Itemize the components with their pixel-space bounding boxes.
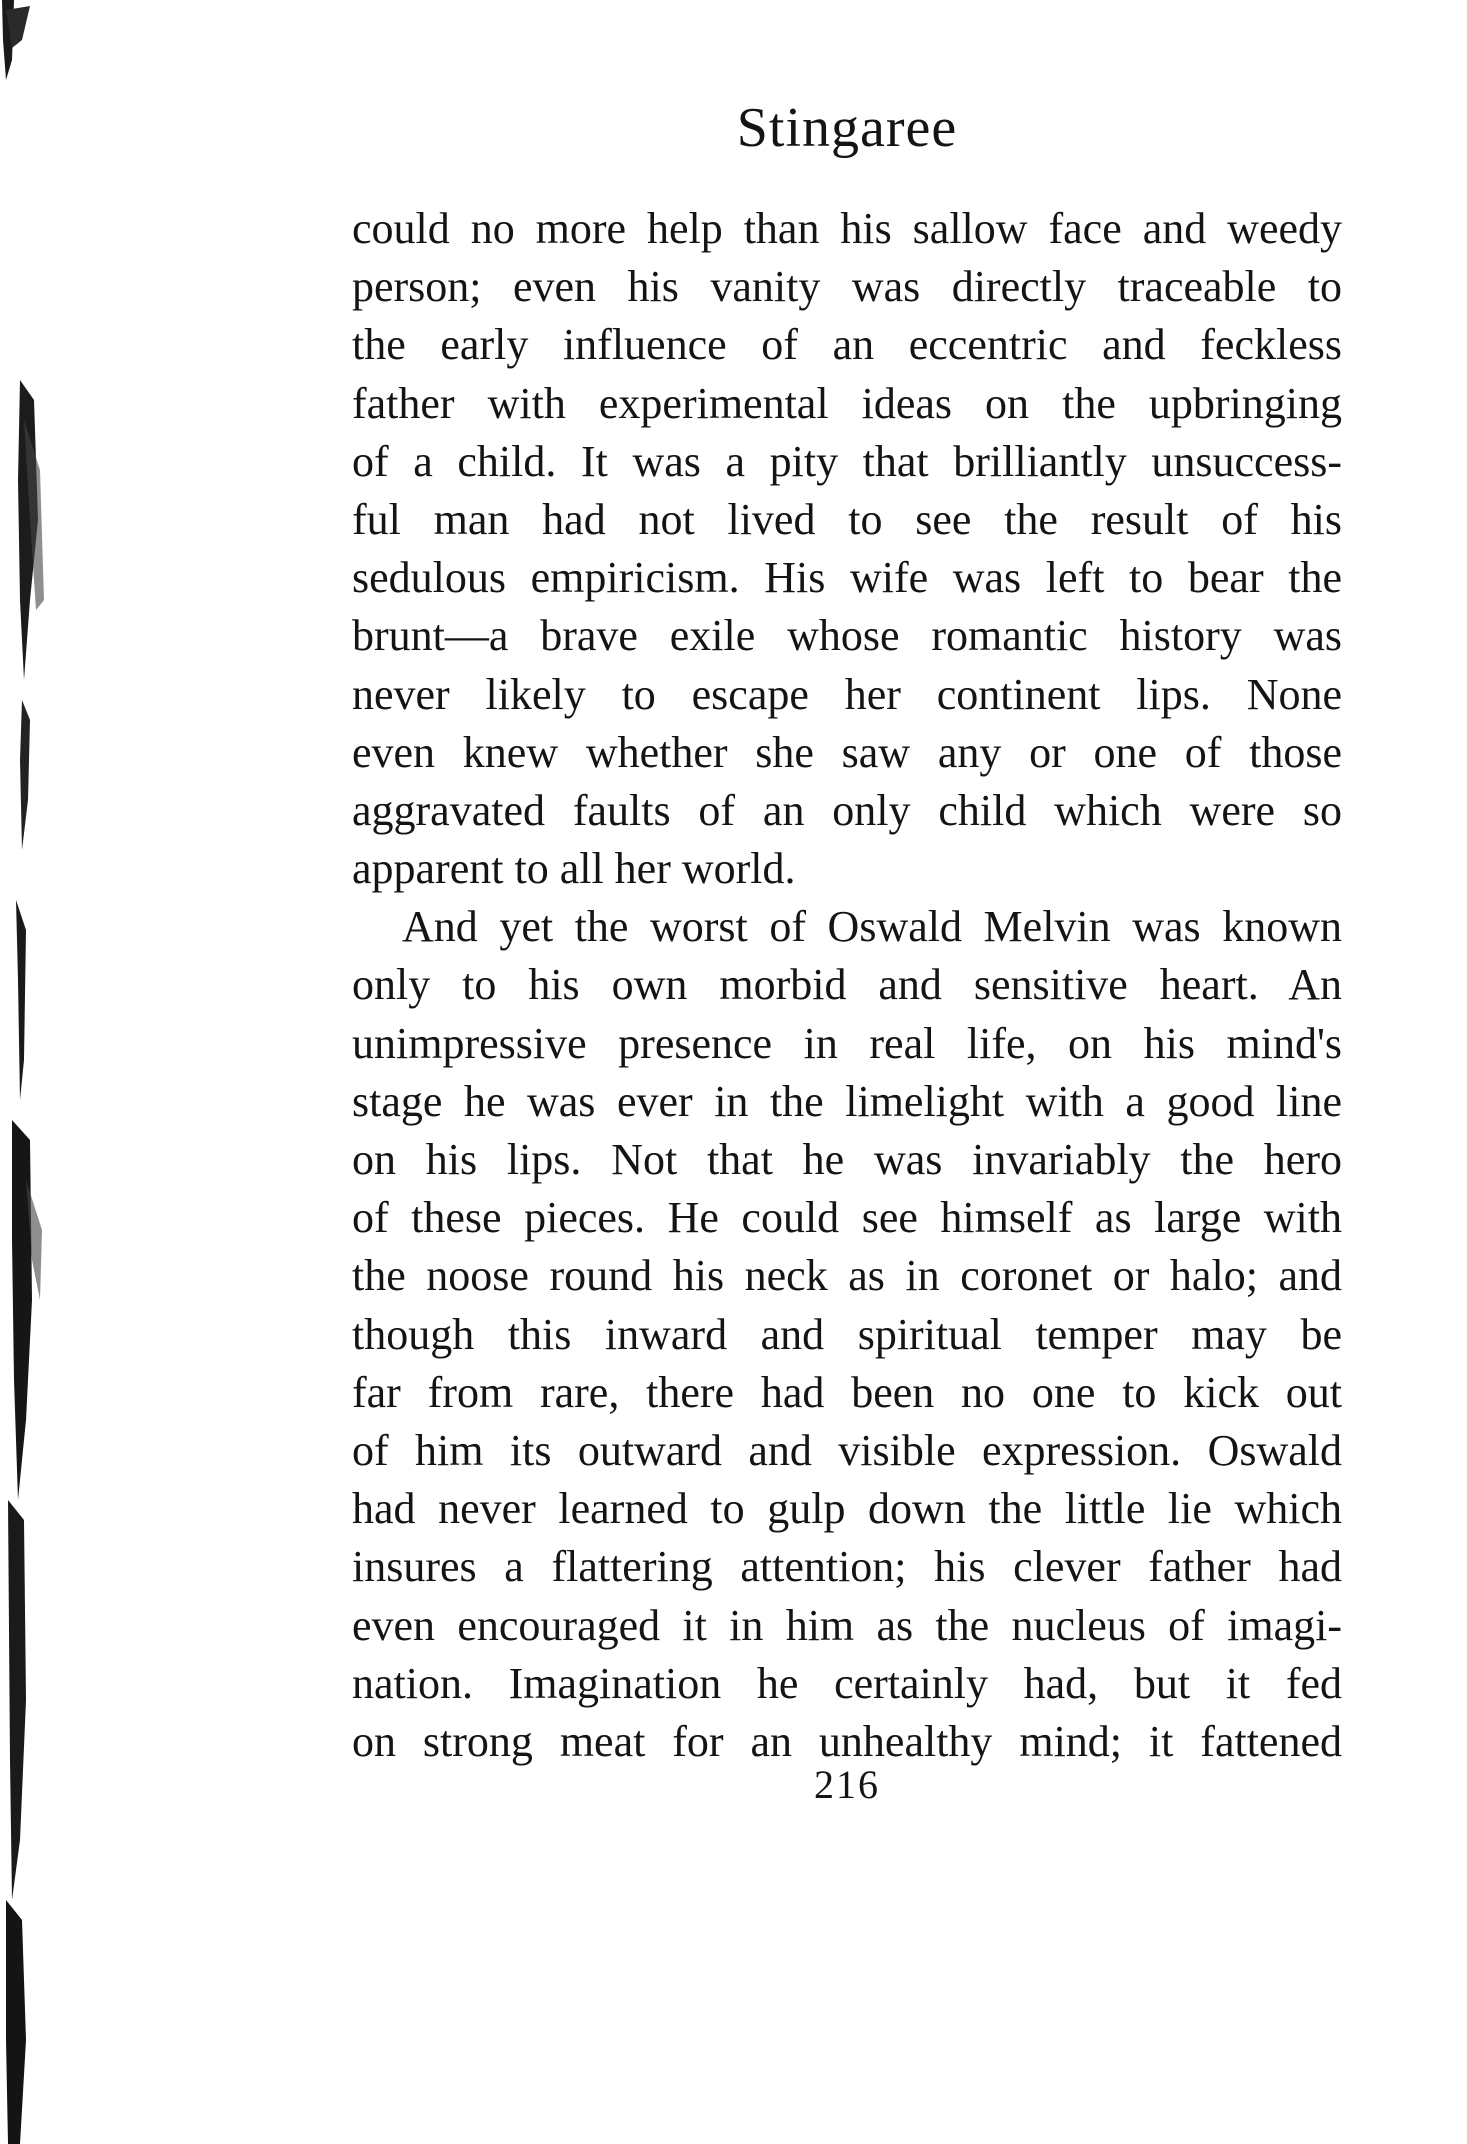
text-line: nation. Imagination he certainly had, but it fed <box>352 1658 1342 1708</box>
text-line: had never learned to gulp down the little lie which <box>352 1484 1342 1534</box>
paragraph <box>352 898 1342 1771</box>
text-line: even knew whether she saw any or one of those <box>352 727 1342 777</box>
text-line: person; even his vanity was directly traceable to <box>352 262 1342 312</box>
page-number: 216 <box>814 1762 880 1807</box>
running-head: Stingaree <box>736 97 958 159</box>
text-line: apparent to all her world. <box>352 844 796 894</box>
text-line: the noose round his neck as in coronet or halo; and <box>352 1251 1342 1301</box>
text-line: father with experimental ideas on the upbringing <box>352 378 1342 428</box>
body-text <box>352 200 1342 1771</box>
binding-edge <box>0 0 60 2144</box>
text-line: of a child. It was a pity that brilliantly unsuccess- <box>352 436 1342 486</box>
text-line: aggravated faults of an only child which were so <box>352 785 1342 835</box>
text-line: of him its outward and visible expression. Oswald <box>352 1425 1342 1475</box>
text-line: ful man had not lived to see the result of his <box>352 494 1342 544</box>
text-line: stage he was ever in the limelight with a good line <box>352 1076 1342 1126</box>
text-line: far from rare, there had been no one to kick out <box>352 1367 1342 1417</box>
text-line: on his lips. Not that he was invariably the hero <box>352 1135 1342 1184</box>
text-line: could no more help than his sallow face and weedy <box>352 204 1342 253</box>
binding-shadow-graphic <box>0 0 60 2144</box>
text-line: even encouraged it in him as the nucleus of imagi- <box>352 1600 1342 1650</box>
text-line: though this inward and spiritual temper may be <box>352 1309 1342 1359</box>
text-line: And yet the worst of Oswald Melvin was known <box>402 902 1342 952</box>
paragraph <box>352 200 1342 898</box>
text-line: sedulous empiricism. His wife was left to bear the <box>352 553 1342 603</box>
text-line: unimpressive presence in real life, on his mind's <box>352 1018 1342 1068</box>
text-line: only to his own morbid and sensitive heart. An <box>352 960 1342 1010</box>
text-line: insures a flattering attention; his clever father had <box>352 1542 1342 1592</box>
text-line: on strong meat for an unhealthy mind; it fattened <box>352 1716 1342 1766</box>
text-line: brunt—a brave exile whose romantic history was <box>352 611 1342 661</box>
text-line: never likely to escape her continent lips. None <box>352 669 1342 719</box>
text-line: the early influence of an eccentric and feckless <box>352 320 1342 370</box>
text-line: of these pieces. He could see himself as large with <box>352 1193 1342 1243</box>
